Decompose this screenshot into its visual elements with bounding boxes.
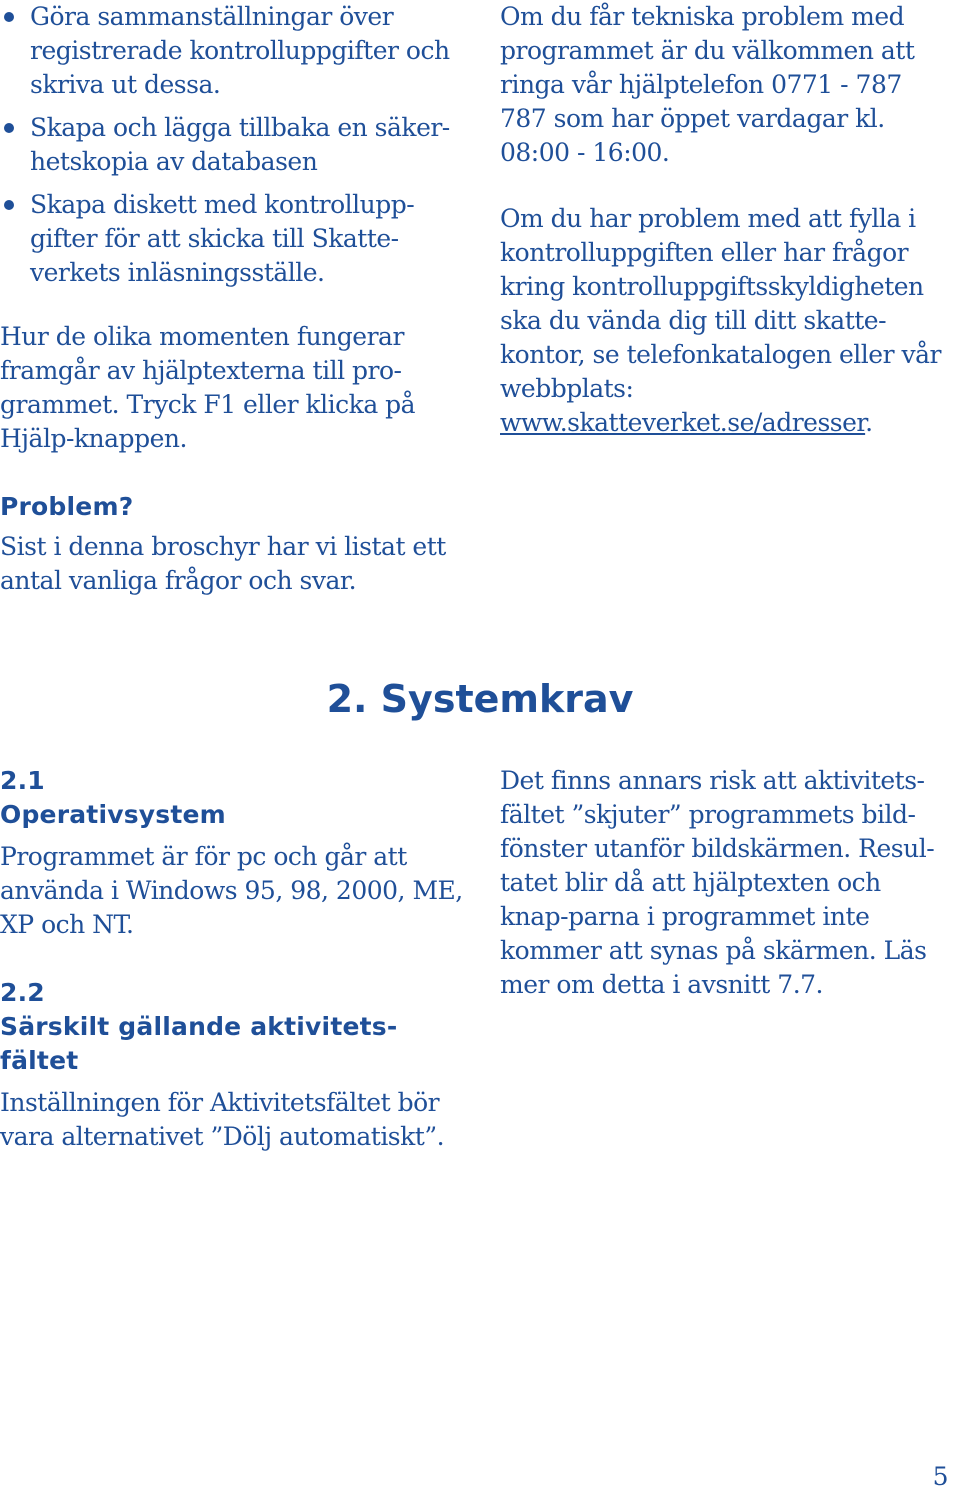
page-number: 5 — [932, 1462, 948, 1491]
problem-text: Sist i denna broschyr har vi listat ett antal vanliga frågor och svar. — [0, 532, 446, 595]
subsection-text: Programmet är för pc och går att använda i Windows 95, 98, 2000, ME, XP och NT. — [0, 842, 463, 939]
bullet-text: Skapa och lägga tillbaka en säker-hetskopia av databasen — [30, 113, 450, 176]
bullet-dot-icon — [4, 123, 14, 133]
bullet-item — [0, 111, 470, 179]
bullet-item — [0, 188, 470, 290]
contact-text: Om du har problem med att fylla i kontrolluppgiften eller har frågor kring kontrolluppgiftsskyldigheten ska du vända dig till ditt skatte-kontor, se telefonkatalogen eller vår webbplats: — [500, 204, 941, 403]
feature-bullet-list — [0, 0, 470, 299]
subsection-2-2 — [0, 976, 470, 1154]
bullet-dot-icon — [4, 200, 14, 210]
contact-paragraph — [500, 202, 955, 440]
subsection-2-1 — [0, 764, 470, 942]
tech-support-paragraph: Om du får tekniska problem med programmet är du välkommen att ringa vår hjälptelefon 0771 - 787 787 som har öppet vardagar kl. 08:00 - 16:00. — [500, 2, 915, 167]
subsection-title: Operativsystem — [0, 800, 226, 829]
subsection-text: Inställningen för Aktivitetsfältet bör vara alternativet ”Dölj automatiskt”. — [0, 1088, 445, 1151]
subsection-title: Särskilt gällande aktivitets-fältet — [0, 1012, 398, 1075]
bullet-dot-icon — [4, 12, 14, 22]
section-title: 2. Systemkrav — [326, 677, 634, 721]
help-paragraph: Hur de olika momenten fungerar framgår av hjälptexterna till pro-grammet. Tryck F1 eller klicka på Hjälp-knappen. — [0, 322, 416, 453]
skatteverket-address-link[interactable]: www.skatteverket.se/adresser — [500, 408, 866, 437]
subsection-number: 2.1 — [0, 766, 45, 795]
bullet-item — [0, 0, 470, 102]
subsection-number: 2.2 — [0, 978, 45, 1007]
bullet-text: Göra sammanställningar över registrerade kontrolluppgifter och skriva ut dessa. — [30, 2, 450, 99]
problem-heading: Problem? — [0, 492, 134, 521]
link-suffix: . — [865, 408, 873, 437]
problem-block — [0, 490, 470, 598]
bullet-text: Skapa diskett med kontrollupp-gifter för att skicka till Skatte-verkets inläsningsställe. — [30, 190, 415, 287]
taskbar-explanation-paragraph: Det finns annars risk att aktivitets-fältet ”skjuter” programmets bild-fönster utanför bildskärmen. Resul-tatet blir då att hjälptexten och knap-parna i programmet inte kommer att synas på skärmen. Läs mer om detta i avsnitt 7.7. — [500, 766, 935, 999]
